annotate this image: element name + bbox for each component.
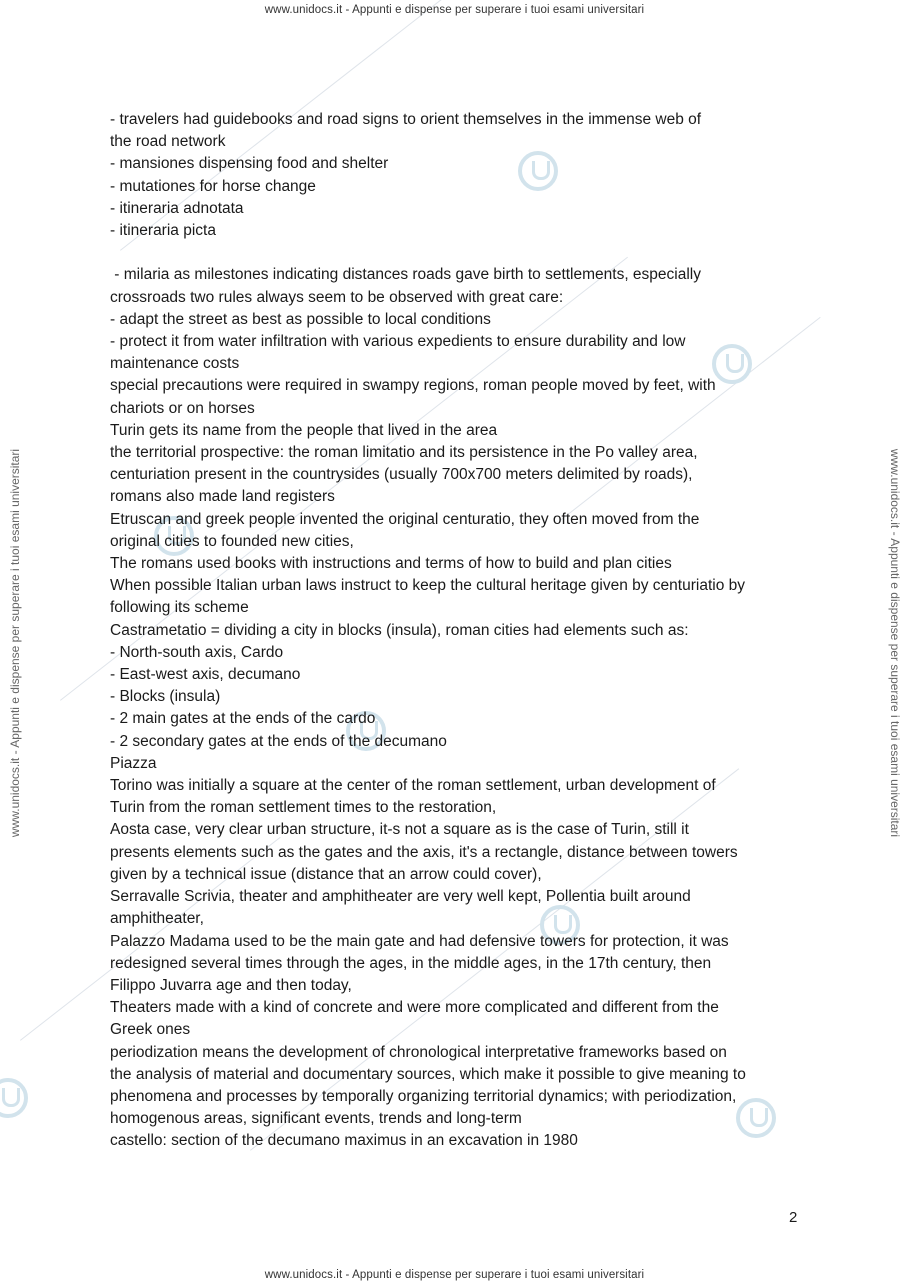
text-line: presents elements such as the gates and the axis, it's a rectangle, distance between towers (110, 843, 738, 861)
text-line: the territorial prospective: the roman limitatio and its persistence in the Po valley area, (110, 444, 698, 462)
text-line: - travelers had guidebooks and road signs to orient themselves in the immense web of (110, 111, 702, 128)
text-line: maintenance costs (110, 355, 240, 373)
side-watermark-right: www.unidocs.it - Appunti e dispense per superare i tuoi esami universitari (888, 448, 902, 838)
text-line: Piazza (110, 754, 157, 772)
text-line: Greek ones (110, 1021, 191, 1039)
text-line: - adapt the street as best as possible to local conditions (110, 310, 491, 328)
text-line: homogenous areas, significant events, trends and long-term (110, 1110, 522, 1128)
text-line: amphitheater, (110, 910, 204, 928)
text-line: Torino was initially a square at the center of the roman settlement, urban development of (110, 777, 716, 795)
text-line: - North-south axis, Cardo (110, 643, 284, 661)
page-footer: www.unidocs.it - Appunti e dispense per superare i tuoi esami universitari (264, 1269, 645, 1281)
text-line: - 2 secondary gates at the ends of the decumano (110, 732, 447, 750)
side-watermark-left: www.unidocs.it - Appunti e dispense per superare i tuoi esami universitari (8, 448, 22, 838)
text-line: Palazzo Madama used to be the main gate and had defensive towers for protection, it was (110, 932, 729, 950)
text-line: - mutationes for horse change (110, 177, 316, 195)
text-line: following its scheme (110, 599, 249, 617)
text-line: - milaria as milestones indicating distances roads gave birth to settlements, especially (110, 266, 701, 284)
text-line (110, 242, 810, 264)
text-line: periodization means the development of chronological interpretative frameworks based on (110, 1043, 727, 1061)
page-number: 2 (789, 1209, 798, 1226)
text-line: The romans used books with instructions and terms of how to build and plan cities (110, 555, 672, 573)
text-line: the analysis of material and documentary sources, which make it possible to give meaning to (110, 1065, 746, 1083)
text-line: Castrametatio = dividing a city in blocks (insula), roman cities had elements such as: (110, 621, 689, 639)
text-line: centuriation present in the countrysides (usually 700x700 meters delimited by roads), (110, 466, 693, 484)
text-line: special precautions were required in swampy regions, roman people moved by feet, with (110, 377, 716, 395)
text-line: - itineraria adnotata (110, 199, 244, 217)
text-line: Serravalle Scrivia, theater and amphitheater are very well kept, Pollentia built around (110, 888, 691, 906)
text-line: - 2 main gates at the ends of the cardo (110, 710, 376, 728)
text-line: phenomena and processes by temporally organizing territorial dynamics; with periodization, (110, 1087, 737, 1105)
page-header: www.unidocs.it - Appunti e dispense per superare i tuoi esami universitari (264, 4, 645, 16)
text-line: - itineraria picta (110, 222, 216, 240)
text-line: - East-west axis, decumano (110, 666, 301, 684)
text-line: Etruscan and greek people invented the original centuratio, they often moved from the (110, 510, 700, 528)
text-line: - protect it from water infiltration with various expedients to ensure durability and low (110, 333, 686, 351)
text-line: redesigned several times through the ages, in the middle ages, in the 17th century, then (110, 954, 712, 972)
text-line: - mansiones dispensing food and shelter (110, 155, 389, 173)
unidocs-logo-icon (0, 1078, 28, 1118)
document-body (110, 109, 810, 1153)
text-line: chariots or on horses (110, 399, 255, 417)
text-line: Turin gets its name from the people that lived in the area (110, 421, 498, 439)
text-line: Theaters made with a kind of concrete and were more complicated and different from the (110, 999, 719, 1017)
text-line: given by a technical issue (distance that an arrow could cover), (110, 865, 542, 883)
text-line: romans also made land registers (110, 488, 335, 506)
text-line: - Blocks (insula) (110, 688, 221, 706)
text-line: Filippo Juvarra age and then today, (110, 976, 352, 994)
text-line: Aosta case, very clear urban structure, it-s not a square as is the case of Turin, still it (110, 821, 689, 839)
text-line: crossroads two rules always seem to be observed with great care: (110, 288, 564, 306)
text-line: original cities to founded new cities, (110, 532, 354, 550)
text-line: Turin from the roman settlement times to the restoration, (110, 799, 497, 817)
text-line: When possible Italian urban laws instruct to keep the cultural heritage given by centuriatio by (110, 577, 745, 595)
text-line: the road network (110, 133, 226, 151)
text-line: castello: section of the decumano maximus in an excavation in 1980 (110, 1132, 578, 1150)
